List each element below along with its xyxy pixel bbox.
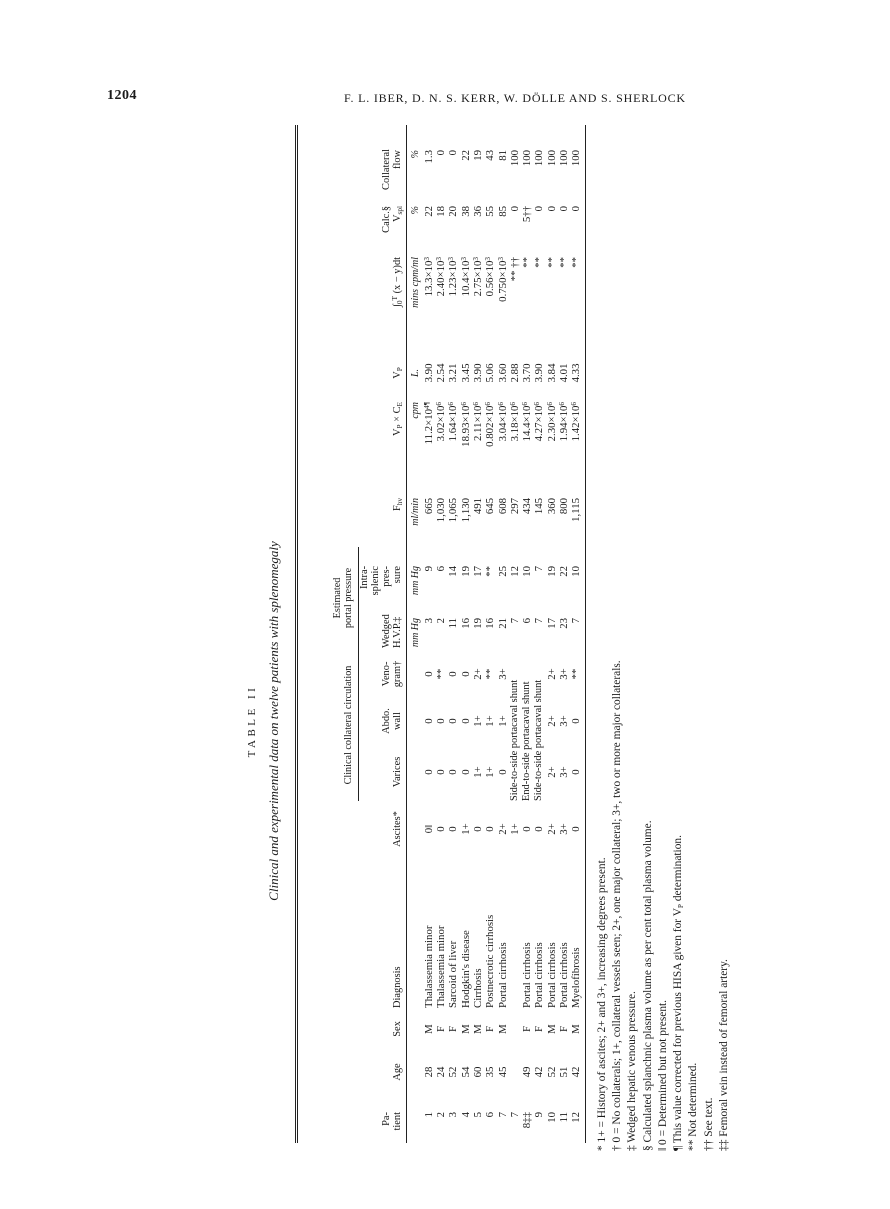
footnote: †† See text. [702,1097,715,1151]
cell: Postnecrotic cirrhosis [484,914,497,1008]
cell: ** [570,237,585,347]
cell: 60 [471,1066,484,1078]
cell: 100 [558,149,571,167]
cell: 19 [471,617,484,629]
cell: 1+ [496,715,509,727]
unit-label: mins cpm/ml [409,256,421,308]
table-row [423,125,435,1143]
unit-label: cpm [409,401,421,419]
unit-label: % [409,205,421,215]
column-header: $\int_0^T$ (x − y)dt [297,237,407,347]
column-header: Calc.§ $V_{spl}$ [297,191,407,237]
cell: 19 [471,149,484,161]
cell: 3.84 [545,363,558,383]
cell: 10 [570,547,585,597]
cell: 2+ [545,668,558,680]
footnote: * 1+ = History of ascites; 2+ and 3+, increasing degrees present. [595,857,608,1151]
cell: ** [484,565,497,577]
cell: 4.01 [558,363,571,383]
cell: $3.18\times 10^6$ [507,401,521,442]
cell: 100 [508,149,521,167]
cell: ** [484,668,497,680]
cell: 5.06 [484,363,497,383]
unit-label [406,699,423,743]
cell: 0 [459,671,472,677]
cell: 1 [422,1112,435,1118]
table-row [558,125,570,1143]
cell: 23 [558,617,571,629]
cell: 5 [471,1112,484,1118]
running-authors: F. L. IBER, D. N. S. KERR, W. DÖLLE AND S. SHERLOCK [344,91,686,105]
cell: 11 [447,617,460,629]
cell: $13.3\times 10^3$ [421,256,435,297]
cell: 51 [558,1066,571,1078]
clinical-table [295,125,586,1143]
cell: ** †† [508,256,521,282]
cell: 0 [447,718,460,724]
footnote: ‡‡ Femoral vein instead of femoral artery. [718,959,731,1151]
footnote: ¶ This value corrected for previous HISA given for $V_P$ determination. [672,835,686,1151]
cell: 1,030 [435,497,448,523]
unit-label [406,1009,423,1049]
cell: 0 [570,743,585,801]
cell: 7 [508,1112,521,1118]
cell: 22 [558,565,571,577]
unit-label [406,1095,423,1143]
table-row [533,125,545,1143]
cell: M [471,1024,484,1034]
cell: Portal cirrhosis [521,942,534,1008]
table-row [484,125,496,1143]
cell: 3.90 [422,363,435,383]
cell: 36 [471,205,484,217]
cell: 2+ [545,823,558,835]
cell: 52 [447,1066,460,1078]
column-header: Veno- gram† [358,649,406,699]
footnote: § Calculated splanchnic plasma volume as per cent total plasma volume. [641,820,654,1151]
cell: 25 [496,565,509,577]
cell: 3 [447,1112,460,1118]
cell: 0 [570,191,585,237]
cell: 22 [459,149,472,161]
cell: 1+ [471,766,484,778]
cell: $0.750\times 10^3$ [495,256,509,302]
column-header: Pa- tient [297,1095,407,1143]
column-header: Sex [297,1009,407,1049]
cell: 0 [435,826,448,832]
cell: 54 [459,1066,472,1078]
cell: Sarcoid of liver [447,940,460,1008]
unit-label: ml/min [409,497,421,526]
column-header: Varices [358,743,406,801]
cell: 800 [558,497,571,515]
cell: Myelofibrosis [570,857,585,1009]
cell: 85 [496,205,509,217]
cell: 645 [484,497,497,515]
cell: 7 [508,617,521,624]
unit-label: % [409,149,421,159]
cell: 0 [459,718,472,724]
cell: 3+ [558,766,571,778]
cell: 3.70 [521,363,534,383]
column-header: $F_{hv}$ [297,485,407,547]
cell: 6 [521,617,534,624]
cell: 1+ [484,715,497,727]
cell: 81 [496,149,509,161]
cell: 20 [447,205,460,217]
column-group-header: Clinical collateral circulation [297,649,359,801]
table-row [521,125,533,1143]
cell: 2 [435,617,448,624]
cell: 0 [435,769,448,775]
cell: 35 [484,1066,497,1078]
column-header: Age [297,1049,407,1095]
shunt-note-cell: End-to-side portacaval shunt [521,681,533,801]
cell: 0 [484,826,497,832]
cell: 3.45 [459,363,472,383]
footnote: ** Not determined. [687,1062,700,1151]
table-row [546,125,558,1143]
cell: 3 [422,617,435,624]
cell: 1,130 [459,497,472,523]
cell: ** [570,649,585,699]
cell: 0 [570,801,585,857]
table-footnotes [595,113,733,1151]
cell: F [484,1026,497,1033]
cell: 10 [521,565,534,577]
unit-label: L. [409,368,421,377]
cell: $1.42\times 10^6$ [570,399,585,485]
cell: $3.02\times 10^6$ [434,401,448,442]
cell: 3.90 [533,363,546,383]
cell: $18.93\times 10^6$ [458,401,472,447]
cell: 145 [533,497,546,515]
cell: 45 [496,1066,509,1078]
cell: 3+ [558,715,571,727]
cell: 3+ [496,668,509,680]
cell: 0 [447,826,460,832]
cell: M [570,1009,585,1049]
unit-label [406,801,423,857]
cell: 3.21 [447,363,460,383]
cell: $0.802\times 10^6$ [483,401,497,447]
cell: 0 [422,671,435,677]
cell: 1+ [471,715,484,727]
cell: 0 [422,769,435,775]
cell: 24 [435,1066,448,1078]
cell: 18 [435,205,448,217]
cell: 0 [435,149,448,156]
cell: 7 [570,597,585,649]
cell: 0 [533,826,546,832]
column-header: Diagnosis [297,857,407,1009]
cell: 1+ [484,766,497,778]
cell: 42 [570,1049,585,1095]
cell: ** [435,668,448,680]
cell: 19 [459,565,472,577]
cell: 100 [533,149,546,167]
cell: 3+ [558,823,571,835]
cell: $1.64\times 10^6$ [446,401,460,442]
cell: 5†† [521,205,534,223]
cell: Thalassemia minor [435,925,448,1008]
rotated-table-area [246,113,798,1161]
cell: $1.23\times 10^3$ [446,256,460,297]
cell: 3+ [558,668,571,680]
unit-label [406,649,423,699]
cell: 434 [521,497,534,515]
cell [509,857,521,1009]
cell: 16 [484,617,497,629]
cell: 21 [496,617,509,629]
cell: 0 [422,718,435,724]
column-header: Intra- splenic pres- sure [358,547,406,597]
cell: 7 [533,565,546,572]
table-row [460,125,472,1143]
cell: 0 [545,205,558,212]
cell: Portal cirrhosis [533,942,546,1008]
cell: 2.88 [508,363,521,383]
cell: 0 [447,671,460,677]
cell: F [533,1026,546,1033]
cell: 10 [545,1112,558,1123]
cell: $11.2\times 10^{4\P}$ [421,401,435,445]
cell: 360 [545,497,558,515]
unit-label [406,743,423,801]
cell: 19 [545,565,558,577]
cell: 2 [435,1112,448,1118]
unit-label: mm Hg [409,565,421,596]
cell: 16 [459,617,472,629]
cell: 2+ [471,668,484,680]
cell: 38 [459,205,472,217]
cell: $4.27\times 10^6$ [532,401,546,442]
cell: $0.56\times 10^3$ [483,256,497,297]
cell: 2+ [545,715,558,727]
cell: 297 [508,497,521,515]
cell: 12 [508,565,521,577]
column-header: Ascites* [297,801,407,857]
cell: $2.30\times 10^6$ [544,401,558,442]
column-header: Abdo. wall [358,699,406,743]
table-title: Clinical and experimental data on twelve patients with splenomegaly [266,541,281,901]
cell: 22 [422,205,435,217]
unit-label: mm Hg [409,617,421,648]
cell: 14 [447,565,460,577]
cell: 17 [471,565,484,577]
cell: $1.94\times 10^6$ [557,401,571,442]
cell: 665 [422,497,435,515]
table-row [435,125,447,1143]
cell: 0 [533,205,546,212]
footnote: † 0 = No collaterals; 1+, collateral vessels seen; 2+, one major collateral; 3+, two or more major collaterals. [610,660,623,1151]
cell: F [435,1026,448,1033]
table-row [497,125,509,1143]
cell: 0 [447,769,460,775]
cell: 2+ [545,766,558,778]
cell: 8‡‡ [521,1112,534,1129]
cell: 55 [484,205,497,217]
cell: 100 [521,149,534,167]
cell: Portal cirrhosis [558,942,571,1008]
cell: Hodgkin's disease [459,930,472,1008]
cell: 0‖ [422,824,435,834]
cell: 0 [558,205,571,212]
cell: $14.4\times 10^6$ [520,401,534,442]
cell [509,1049,521,1095]
table-row [472,125,484,1143]
unit-label [406,857,423,1009]
table-caption [246,281,282,1161]
cell: 9 [533,1112,546,1118]
column-header: Collateral flow [297,125,407,191]
column-header: $V_P$ [297,347,407,399]
cell: 0 [435,718,448,724]
unit-label [406,1049,423,1095]
cell: $2.40\times 10^3$ [434,256,448,297]
cell: 6 [484,1112,497,1118]
table-row [509,125,521,1143]
cell: 0 [471,826,484,832]
cell: 0 [496,769,509,775]
cell: Portal cirrhosis [496,942,509,1008]
column-header: Wedged H.V.P.‡ [358,597,406,649]
column-group-header: Estimated portal pressure [297,547,359,649]
cell: M [459,1024,472,1034]
cell: 17 [545,617,558,629]
cell: 491 [471,497,484,515]
cell: M [545,1024,558,1034]
cell: 0 [508,205,521,212]
cell: 0 [459,769,472,775]
cell: 7 [496,1112,509,1118]
table-row [570,125,585,1143]
cell: 3.60 [496,363,509,383]
footnote: ‖ 0 = Determined but not present. [656,999,669,1151]
cell: 100 [545,149,558,167]
cell: ** [558,256,571,268]
cell: 1+ [459,823,472,835]
cell: 2.54 [435,363,448,383]
cell: 42 [533,1066,546,1078]
cell: 11 [558,1112,571,1123]
cell: 1.3 [422,149,435,164]
column-header: $V_P \times C_E$ [297,399,407,485]
shunt-note-cell: Side-to-side portacaval shunt [508,679,520,801]
cell: Cirrhosis [471,968,484,1008]
table-label: TABLE II [246,684,258,758]
cell: 3.90 [471,363,484,383]
cell: 1,065 [447,497,460,523]
footnote: ‡ Wedged hepatic venous pressure. [626,991,639,1151]
cell [509,1009,521,1049]
cell: 1,115 [570,485,585,547]
cell: Portal cirrhosis [545,942,558,1008]
cell: Thalassemia minor [422,925,435,1008]
cell: $2.11\times 10^6$ [470,401,484,442]
cell: 608 [496,497,509,515]
cell: 12 [570,1095,585,1143]
cell: ** [521,256,534,268]
cell: 0 [570,699,585,743]
cell: 49 [521,1066,534,1078]
cell: 28 [422,1066,435,1078]
cell: ** [545,256,558,268]
cell: 0 [521,826,534,832]
cell: ** [533,256,546,268]
cell: $2.75\times 10^3$ [470,256,484,297]
cell: 4.33 [570,347,585,399]
cell: 52 [545,1066,558,1078]
cell: 4 [459,1112,472,1118]
page-number: 1204 [107,88,137,103]
cell: 100 [570,125,585,191]
cell: M [496,1024,509,1034]
cell: 43 [484,149,497,161]
cell: F [447,1026,460,1033]
cell: 6 [435,565,448,572]
cell: $10.4\times 10^3$ [458,256,472,297]
cell: 2+ [496,823,509,835]
cell: 1+ [508,823,521,835]
cell: 9 [422,565,435,572]
cell: F [558,1026,571,1033]
shunt-note-cell: Side-to-side portacaval shunt [533,679,545,801]
table-row [447,125,459,1143]
cell: 0 [447,149,460,156]
cell: F [521,1026,534,1033]
cell: $3.04\times 10^6$ [495,401,509,442]
cell: M [422,1024,435,1034]
cell: 7 [533,617,546,624]
